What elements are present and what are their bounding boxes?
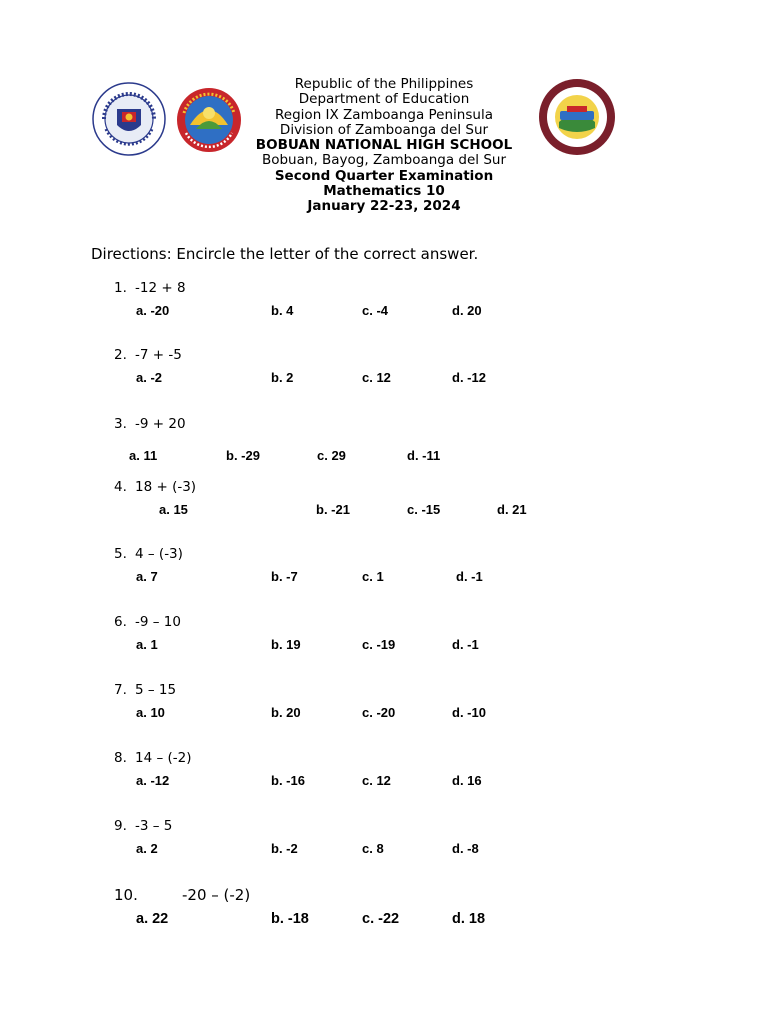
- choice-d[interactable]: d. -1: [452, 637, 479, 652]
- choice-b[interactable]: b. -21: [316, 502, 350, 517]
- choice-b[interactable]: b. -2: [271, 841, 298, 856]
- choice-c[interactable]: c. -20: [362, 705, 396, 720]
- choice-d[interactable]: d. 16: [452, 773, 482, 788]
- choice-b[interactable]: b. -29: [226, 448, 260, 463]
- exam-title: Second Quarter Examination: [274, 167, 494, 184]
- choice-b[interactable]: b. 20: [271, 705, 301, 720]
- choice-d[interactable]: d. 21: [497, 502, 527, 517]
- question-number: 3.: [114, 416, 127, 432]
- choice-a[interactable]: a. -2: [136, 370, 163, 385]
- header-region: Region IX Zamboanga Peninsula: [275, 106, 493, 123]
- question-expression: 14 – (-2): [135, 750, 192, 766]
- question-expression: -20 – (-2): [182, 886, 251, 904]
- choice-a[interactable]: a. 2: [136, 841, 158, 856]
- choice-b[interactable]: b. 19: [271, 637, 301, 652]
- question-number: 4.: [114, 479, 127, 495]
- choice-b[interactable]: b. 2: [271, 370, 294, 385]
- question-number: 7.: [114, 682, 127, 698]
- question-expression: -9 + 20: [135, 416, 186, 432]
- exam-date: January 22-23, 2024: [307, 198, 461, 215]
- school-name: BOBUAN NATIONAL HIGH SCHOOL: [255, 137, 513, 154]
- choice-c[interactable]: c. 12: [362, 773, 391, 788]
- question-number: 6.: [114, 614, 127, 630]
- header-division: Division of Zamboanga del Sur: [279, 121, 489, 138]
- choice-c[interactable]: c. -22: [362, 911, 400, 927]
- choice-a[interactable]: a. 1: [136, 637, 158, 652]
- choice-a[interactable]: a. 15: [159, 502, 188, 517]
- choice-a[interactable]: a. 7: [136, 569, 158, 584]
- choice-d[interactable]: d. -8: [452, 841, 479, 856]
- school-address: Bobuan, Bayog, Zamboanga del Sur: [261, 152, 507, 169]
- choice-d[interactable]: d. -11: [407, 448, 441, 463]
- question-expression: 5 – 15: [135, 682, 177, 698]
- choice-d[interactable]: d. -1: [456, 569, 483, 584]
- choice-a[interactable]: a. -20: [136, 303, 170, 318]
- exam-subject: Mathematics 10: [323, 183, 445, 200]
- choice-d[interactable]: d. -10: [452, 705, 486, 720]
- header-department: Department of Education: [298, 91, 470, 108]
- question-number: 1.: [114, 280, 127, 296]
- question-expression: 4 – (-3): [135, 546, 183, 562]
- choice-a[interactable]: a. 22: [136, 911, 169, 927]
- question-expression: -3 – 5: [135, 818, 173, 834]
- choice-b[interactable]: b. -18: [271, 911, 309, 927]
- choice-a[interactable]: a. -12: [136, 773, 170, 788]
- choice-b[interactable]: b. -7: [271, 569, 298, 584]
- choice-c[interactable]: c. -15: [407, 502, 441, 517]
- choice-a[interactable]: a. 11: [129, 448, 158, 463]
- question-number: 10.: [114, 886, 138, 904]
- choice-b[interactable]: b. -16: [271, 773, 305, 788]
- question-number: 2.: [114, 347, 127, 363]
- choice-d[interactable]: d. 18: [452, 911, 486, 927]
- question-expression: -12 + 8: [135, 280, 186, 296]
- question-number: 5.: [114, 546, 127, 562]
- question-expression: -7 + -5: [135, 347, 182, 363]
- question-number: 8.: [114, 750, 127, 766]
- choice-c[interactable]: c. 1: [362, 569, 384, 584]
- choice-c[interactable]: c. 12: [362, 370, 391, 385]
- document-header: [0, 77, 768, 215]
- choice-d[interactable]: d. 20: [452, 303, 482, 318]
- choice-c[interactable]: c. -4: [362, 303, 389, 318]
- question-expression: -9 – 10: [135, 614, 181, 630]
- question-expression: 18 + (-3): [135, 479, 197, 495]
- header-republic: Republic of the Philippines: [294, 76, 474, 92]
- choice-c[interactable]: c. -19: [362, 637, 396, 652]
- choice-b[interactable]: b. 4: [271, 303, 294, 318]
- directions-text: Directions: Encircle the letter of the correct answer.: [91, 245, 479, 263]
- choice-d[interactable]: d. -12: [452, 370, 486, 385]
- choice-c[interactable]: c. 8: [362, 841, 384, 856]
- choice-c[interactable]: c. 29: [317, 448, 346, 463]
- question-number: 9.: [114, 818, 127, 834]
- choice-a[interactable]: a. 10: [136, 705, 165, 720]
